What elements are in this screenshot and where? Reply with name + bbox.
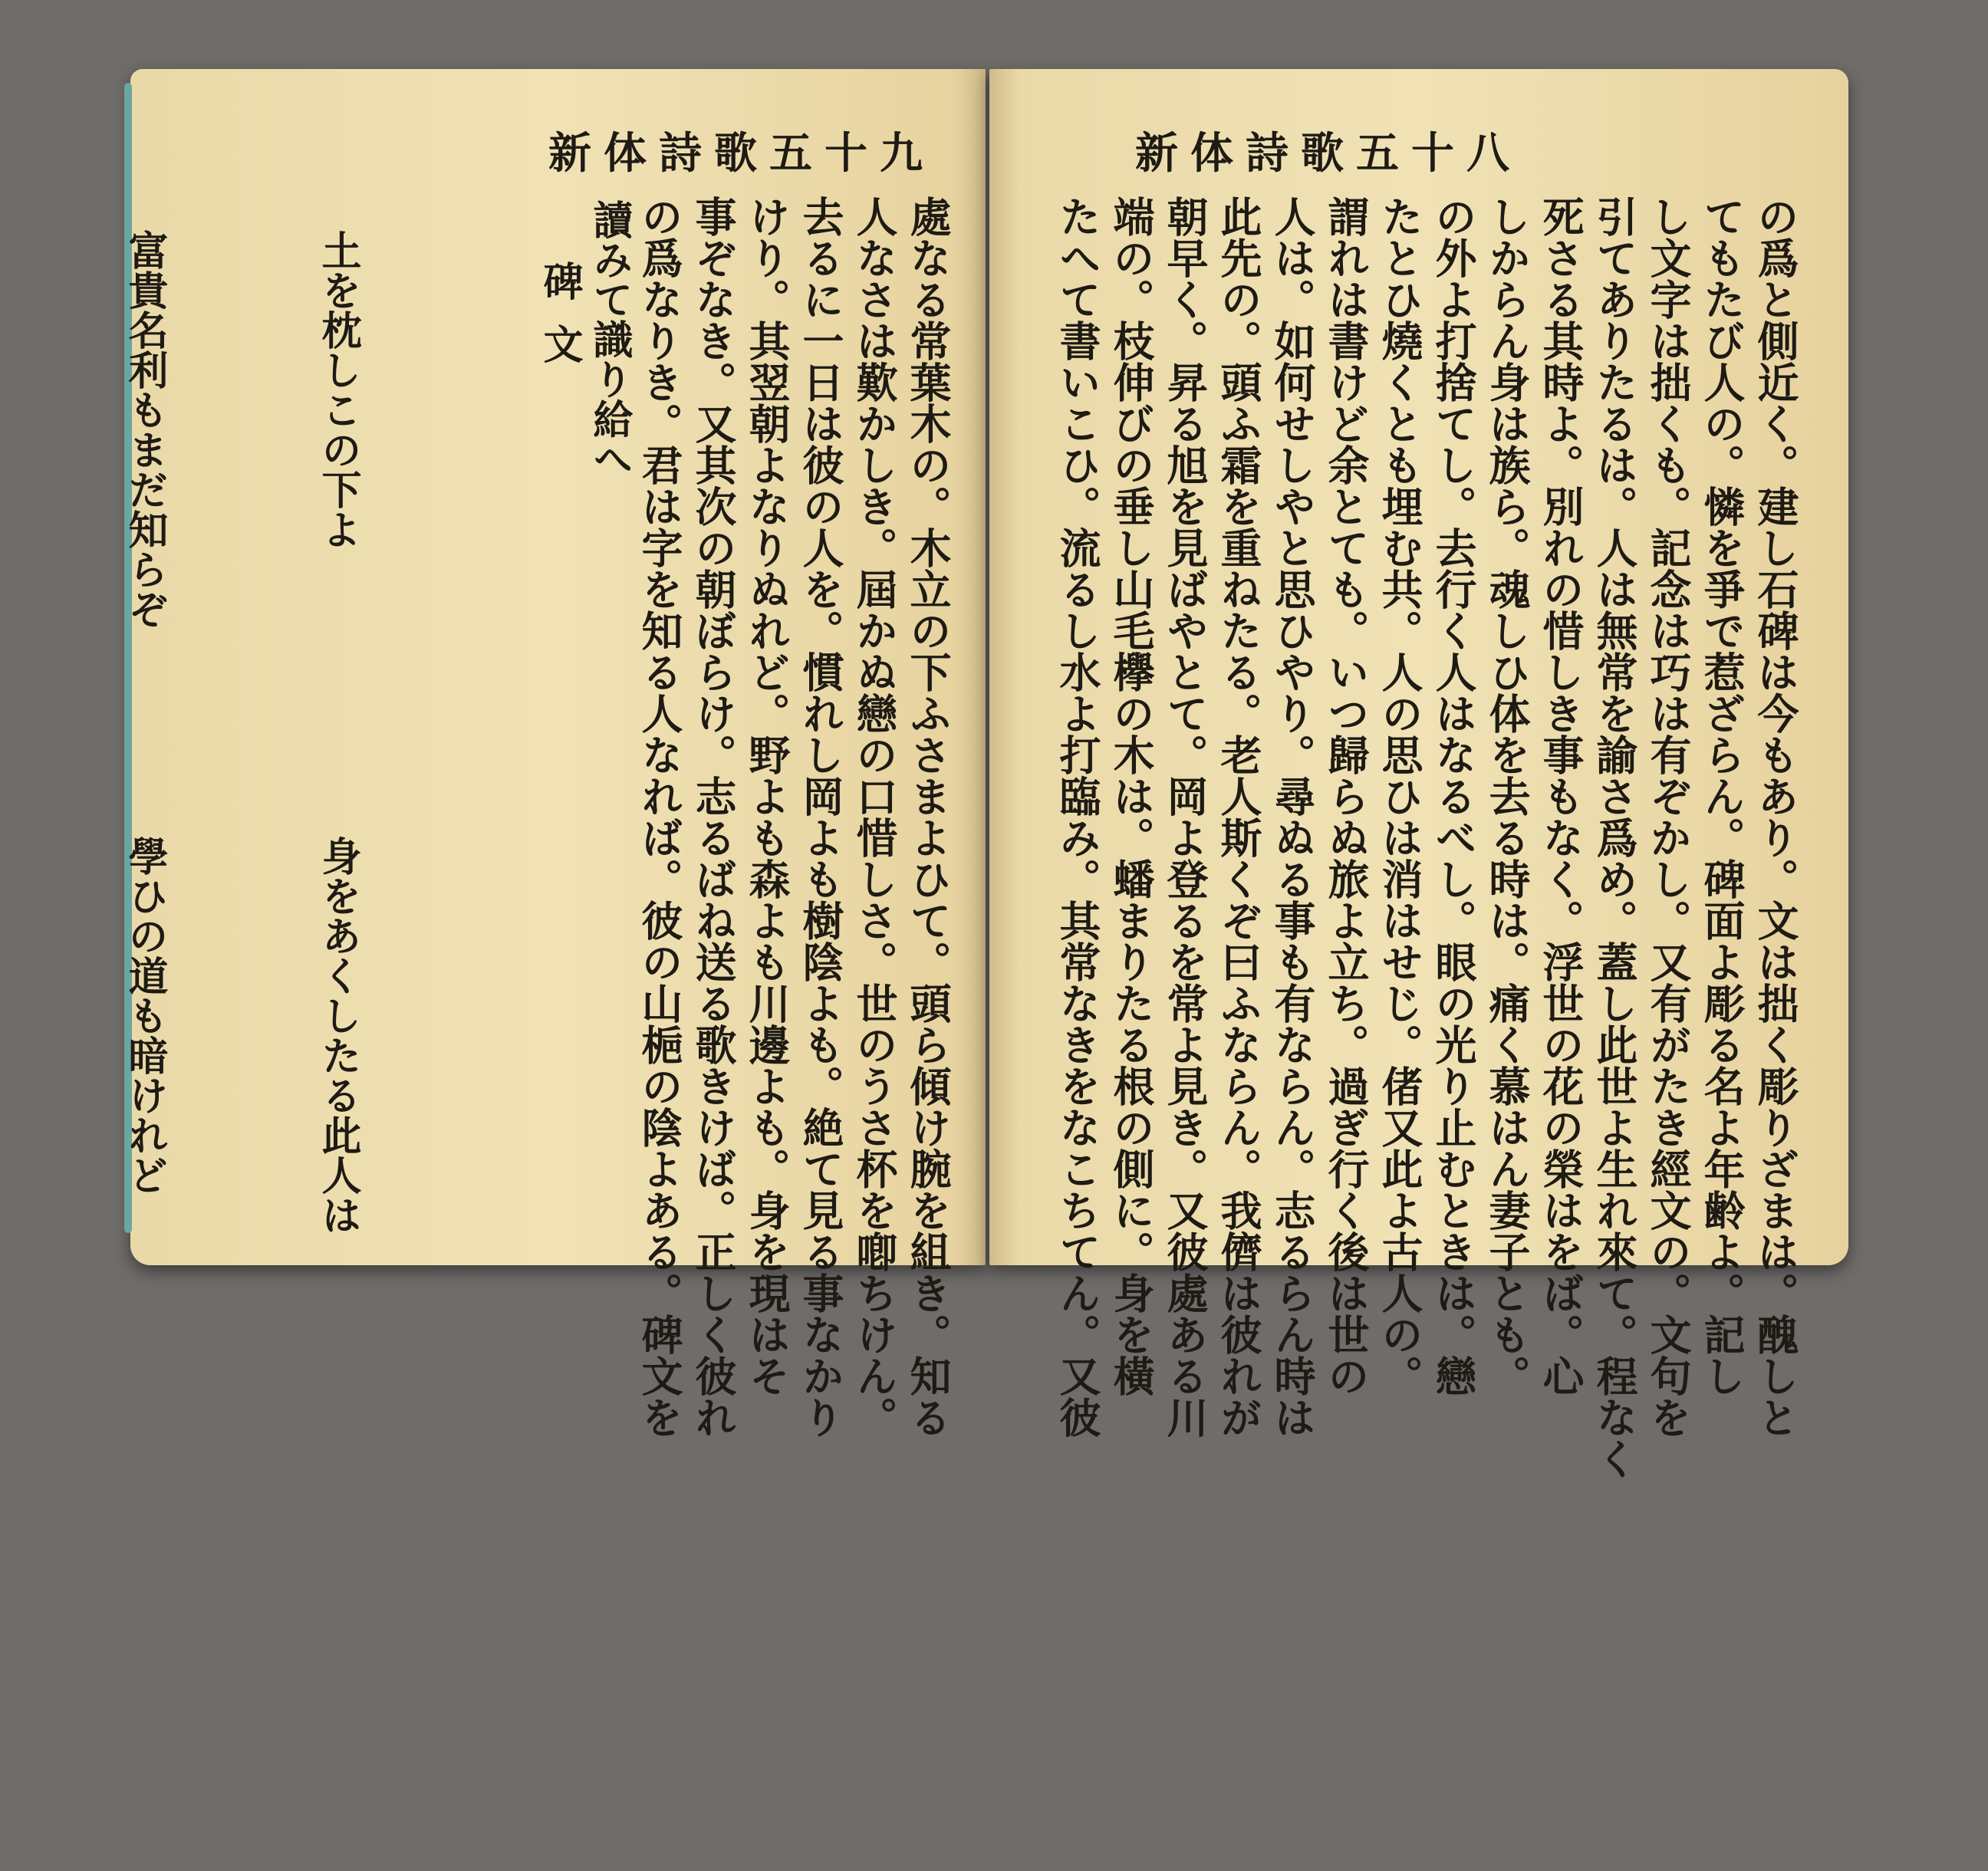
verse-line: 富貴名利もまだ知らぞ bbox=[121, 230, 168, 629]
text-column: しからん身は族ら。魂しひ体を去る時は。痛く慕はん妻子とも。 bbox=[1483, 196, 1532, 1396]
text-column: の外よ打捨てし。去行く人はなるべし。眼の光り止むときは。戀 bbox=[1429, 196, 1478, 1396]
text-column: けり。其翌朝よなりぬれど。野よも森よも川邊よも。身を現はそ bbox=[742, 196, 792, 1396]
text-column: の爲なりき。君は字を知る人なれば。彼の山梔の陰よある。碑文を bbox=[635, 196, 684, 1438]
text-column: 人は。如何せしやと思ひやり。尋ぬる事も有ならん。志るらん時は bbox=[1268, 196, 1317, 1438]
text-column: し文字は拙くも。記念は巧は有ぞかし。又有がたき經文の。文句を bbox=[1644, 196, 1693, 1438]
text-column: 此先の。頭ふ霜を重ねたる。老人斯くぞ曰ふならん。我儕は彼れが bbox=[1214, 196, 1263, 1438]
hibun-title: 碑文 bbox=[536, 261, 583, 386]
open-book bbox=[121, 69, 1848, 1479]
text-column: 端の。枝伸びの垂し山毛欅の木は。蟠まりたる根の側に。身を橫 bbox=[1107, 196, 1156, 1396]
text-column: 朝早く。昇る旭を見ばやとて。岡よ登るを常よ見き。又彼處ある川 bbox=[1160, 196, 1210, 1438]
verse-line: 土を枕しこの下よ bbox=[314, 230, 361, 549]
text-column: たとひ燒くとも埋む共。人の思ひは消はせじ。偖又此よ古人の。 bbox=[1375, 196, 1424, 1396]
text-column: の爲と側近く。建し石碑は今もあり。文は拙く彫りざまは。醜しと bbox=[1751, 196, 1800, 1438]
page-header-right: 新体詩歌五十八 bbox=[1135, 128, 1522, 179]
verse-line: 身をあくしたる此人は bbox=[314, 836, 361, 1235]
verse-lower bbox=[121, 836, 499, 1871]
right-page bbox=[989, 69, 1848, 1479]
text-column: 死さる其時よ。別れの惜しき事もなく。浮世の花の榮はをば。心 bbox=[1536, 196, 1585, 1396]
text-column: てもたび人の。憐を爭で惹ざらん。碑面よ彫る名よ年齢よ。記し bbox=[1697, 196, 1746, 1396]
text-column: 人なさは歎かしき。屆かぬ戀の口惜しさ。世のうさ杯を喞ちけん。 bbox=[850, 196, 899, 1438]
verse-line: 學ひの道も暗けれど bbox=[121, 836, 168, 1195]
read-line: 讀みて識り給へ bbox=[586, 199, 633, 478]
text-column: 去るに一日は彼の人を。慣れし岡よも樹陰よも。絶て見る事なかり bbox=[796, 196, 845, 1438]
page-header-left: 新体詩歌五十九 bbox=[548, 128, 935, 179]
text-column: 事ぞなき。又其次の朝ぼらけ。志るばね送る歌きけば。正しく彼れ bbox=[689, 196, 738, 1438]
text-column: たへて書いこひ。流るし水よ打臨み。其常なきをなこちてん。又彼 bbox=[1053, 196, 1102, 1438]
text-column: 處なる常葉木の。木立の下ふさまよひて。頭ら傾け腕を組き。知る bbox=[903, 196, 953, 1438]
text-column: 謂れは書けど余とても。いつ歸らぬ旅よ立ち。過ぎ行く後は世の bbox=[1321, 196, 1371, 1396]
text-column: 引てありたるは。人は無常を諭さ爲め。蓋し此世よ生れ來て。程なく bbox=[1590, 196, 1639, 1479]
left-page bbox=[121, 69, 986, 1438]
